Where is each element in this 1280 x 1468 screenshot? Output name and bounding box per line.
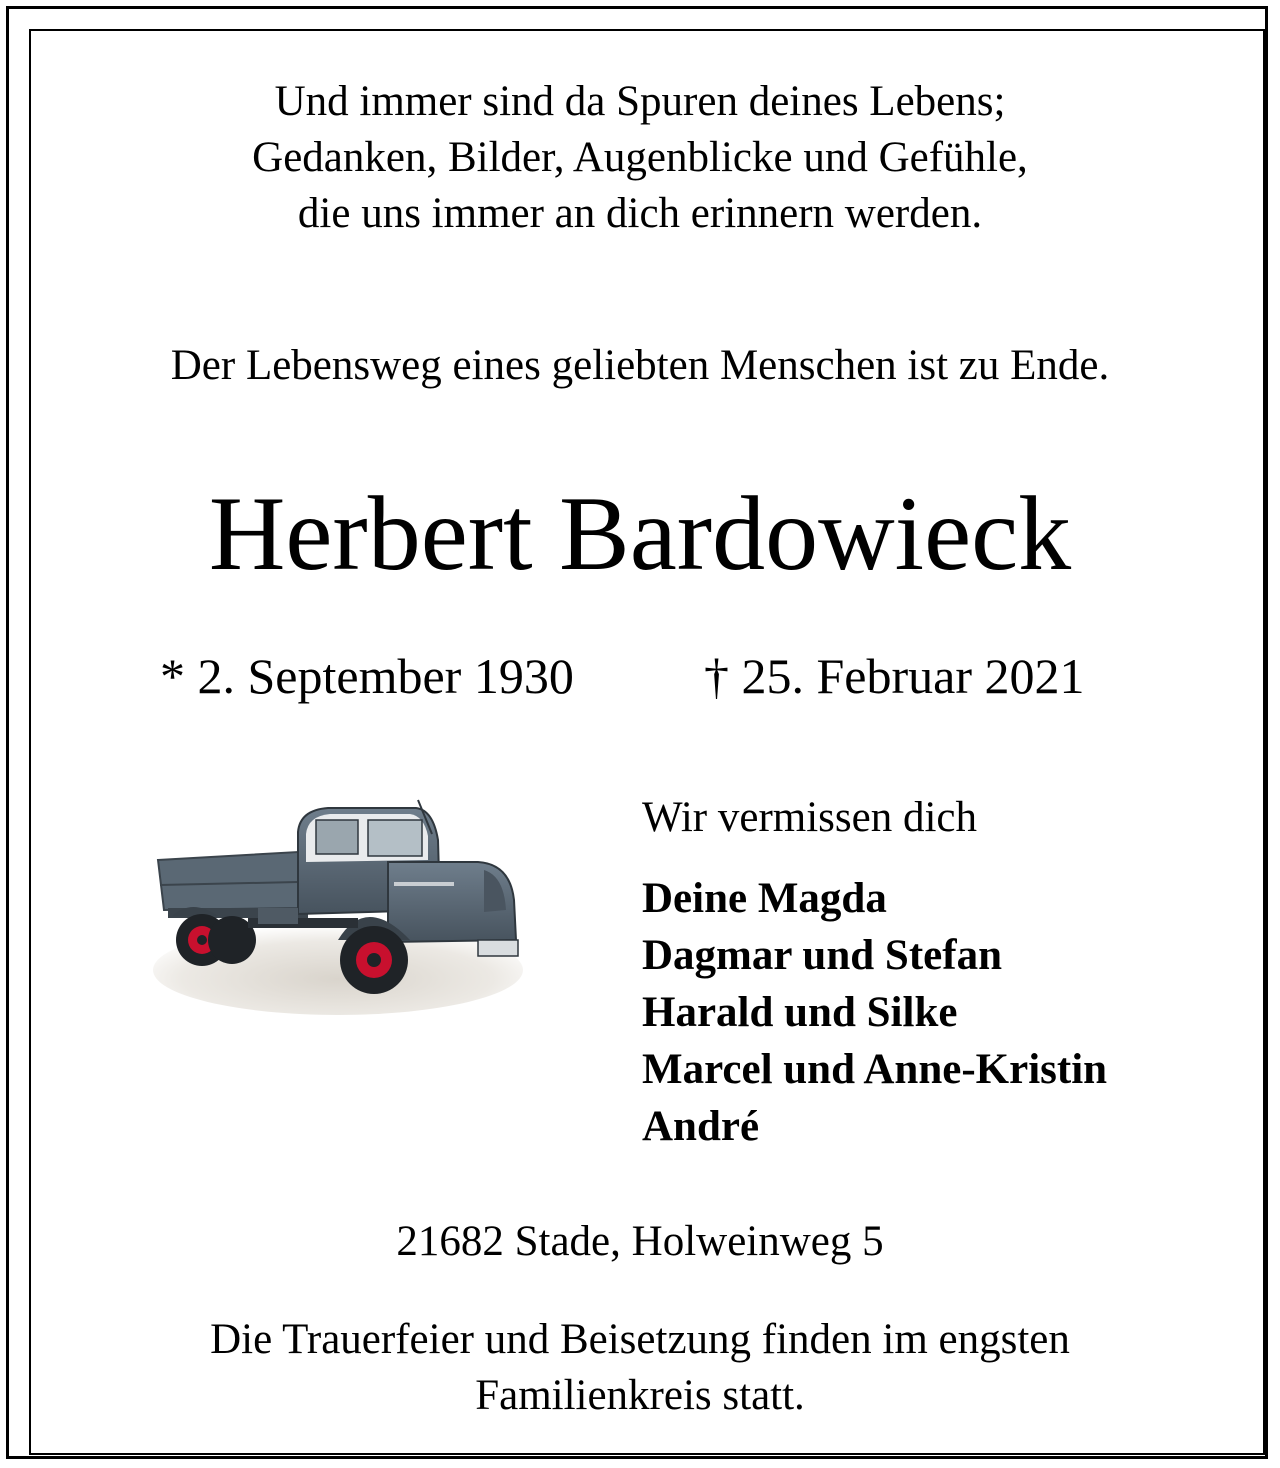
birth-date: * 2. September 1930 — [160, 648, 574, 704]
mourner-name: André — [642, 1103, 760, 1150]
poem-line: Und immer sind da Spuren deines Lebens; — [274, 78, 1006, 125]
mourner-name: Harald und Silke — [642, 989, 958, 1036]
death-date: † 25. Februar 2021 — [704, 648, 1085, 704]
mourners-heading: Wir vermissen dich — [642, 794, 978, 841]
poem-line: Gedanken, Bilder, Augenblicke und Gefühle, — [252, 134, 1028, 181]
funeral-notice — [0, 1312, 1280, 1424]
mourner-name: Marcel und Anne-Kristin — [642, 1046, 1108, 1093]
poem-line: die uns immer an dich erinnern werden. — [297, 190, 983, 237]
funeral-line: Die Trauerfeier und Beisetzung finden im engsten — [210, 1316, 1070, 1363]
mourner-name: Dagmar und Stefan — [642, 932, 1002, 979]
mourner-name: Deine Magda — [642, 875, 887, 922]
intro-text: Der Lebensweg eines geliebten Menschen ist zu Ende. — [170, 342, 1110, 389]
address: 21682 Stade, Holweinweg 5 — [396, 1218, 884, 1265]
truck-photo — [148, 790, 528, 1020]
funeral-line: Familienkreis statt. — [475, 1372, 805, 1419]
poem — [0, 74, 1280, 242]
deceased-name: Herbert Bardowieck — [208, 475, 1072, 592]
mourners-list — [642, 870, 1107, 1155]
